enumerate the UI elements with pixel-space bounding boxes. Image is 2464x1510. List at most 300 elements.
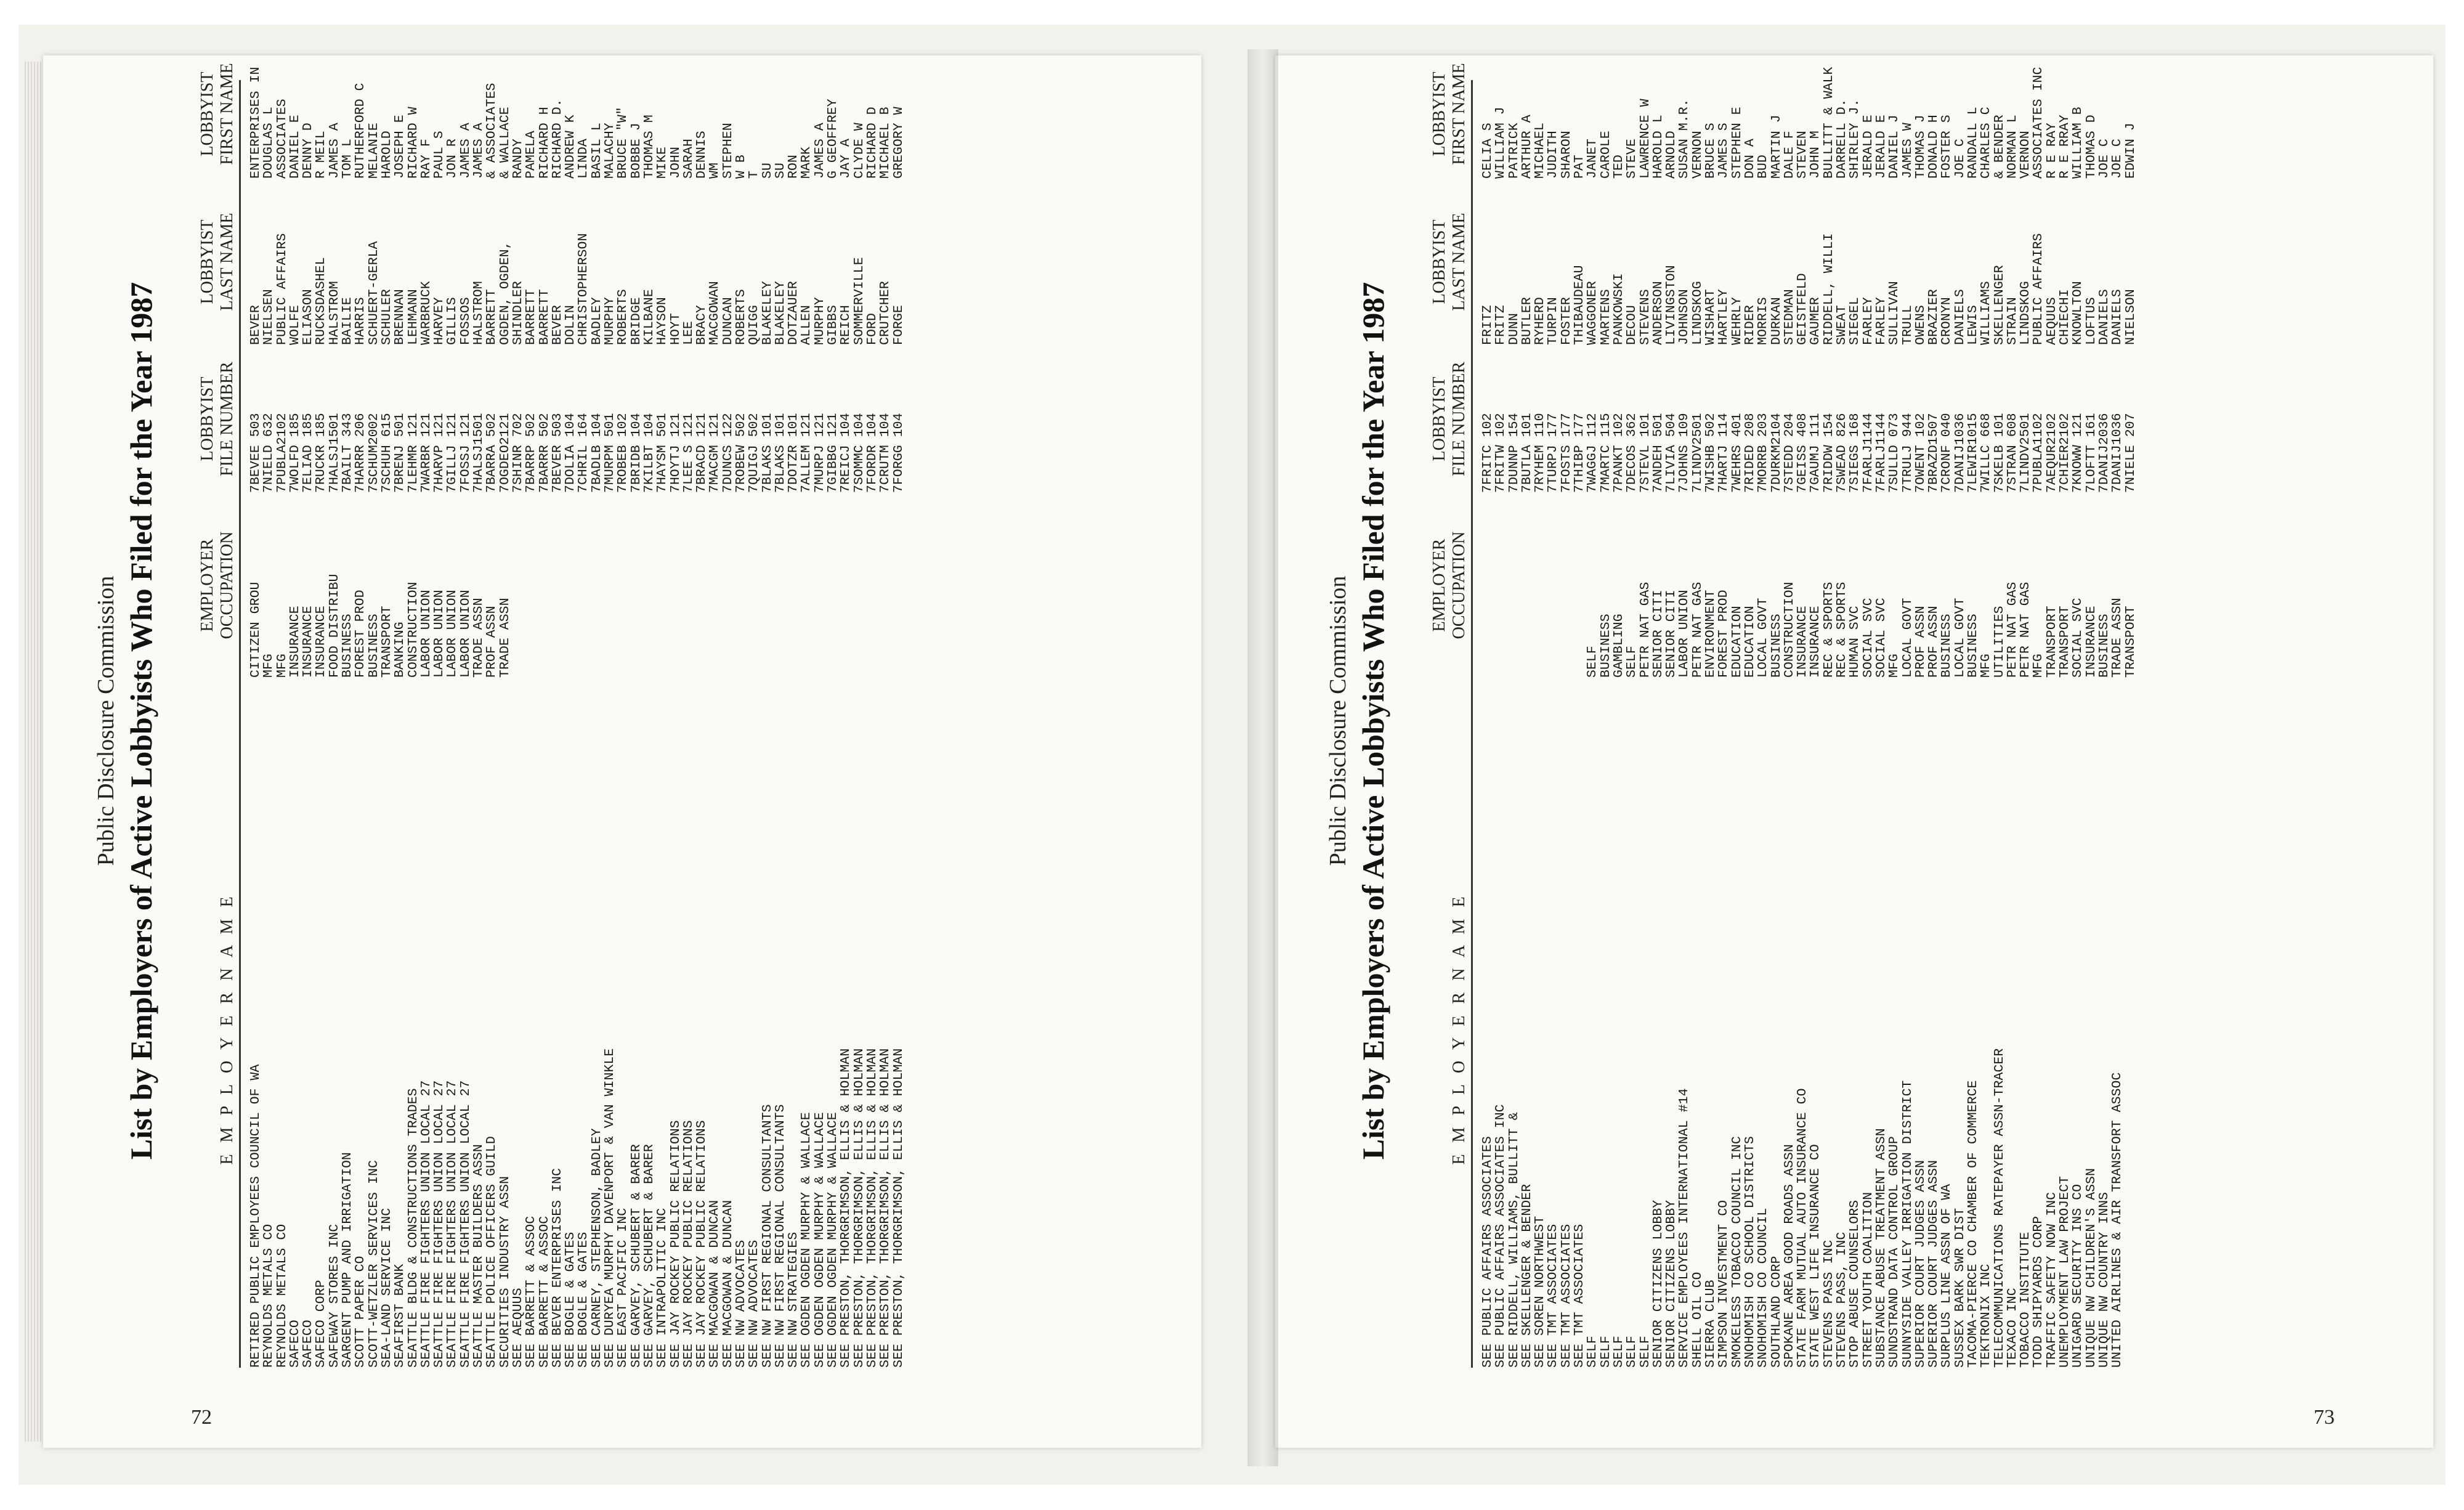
occupation-cell: PROF ASSN [1926, 606, 1942, 678]
file-number-cell: 7HARTJ 114 [1716, 413, 1732, 493]
first-name-cell: JOSEPH E [392, 115, 408, 179]
occupation-cell [577, 493, 590, 678]
occupation-cell: SELF [1624, 646, 1640, 678]
table-row [630, 49, 643, 1368]
employer-name-cell: SCOTT-WETZLER SERVICES INC [366, 1160, 381, 1368]
last-name-cell: HAYSON [655, 297, 670, 345]
file-number-cell: 7WAGGJ 112 [1585, 413, 1600, 493]
employer-name-cell: UNIGARD SECURITY INS CO [2070, 1183, 2086, 1368]
occupation-cell: UTILITIES [1992, 606, 2007, 678]
occupation-cell [787, 493, 800, 678]
first-name-cell: JOHN M [1808, 131, 1823, 179]
last-name-cell: PANKOWSKI [1611, 273, 1626, 345]
last-name-cell: REICH [838, 305, 854, 345]
last-name-cell: LIVINGSTON [1664, 265, 1679, 345]
first-name-cell: JERALD E [1873, 115, 1889, 179]
table-row [1888, 49, 1901, 1368]
last-name-cell: AEQUUS [2044, 297, 2059, 345]
file-number-cell: 7HALSJ1501 [326, 413, 342, 493]
table-row [1560, 49, 1573, 1368]
first-name-cell: TED [1611, 155, 1626, 179]
occupation-cell [551, 493, 564, 678]
last-name-cell: PUBLIC AFFAIRS [2031, 233, 2046, 345]
last-name-cell: DUNN [1506, 313, 1522, 345]
table-row [407, 49, 420, 1368]
employer-name-cell: SEE OGDEN OGDEN MURPHY & WALLACE [812, 1112, 827, 1368]
file-number-cell: 7NIELE 207 [2123, 413, 2138, 493]
occupation-cell [643, 493, 656, 678]
employer-name-cell: SECURITIES INDUSTRY ASSN [497, 1175, 513, 1368]
occupation-cell: PETR NAT GAS [2004, 582, 2020, 678]
employer-name-cell: RETIRED PUBLIC EMPLOYEES COUNCIL OF WA [248, 1064, 263, 1368]
occupation-cell: BUSINESS [1598, 614, 1613, 678]
occupation-cell: LOCAL GOVT [1900, 598, 1915, 678]
last-name-cell: RIDDELL, WILLI [1821, 233, 1836, 345]
occupation-cell: CITIZEN GROU [248, 582, 263, 678]
table-row [617, 49, 630, 1368]
table-row [1534, 49, 1547, 1368]
file-number-cell: 7RIDDW 154 [1821, 413, 1836, 493]
last-name-cell: BRAZIER [1926, 289, 1942, 345]
file-number-cell: 7PUBLA1102 [2031, 413, 2046, 493]
first-name-cell: R E RRAY [2057, 115, 2073, 179]
employer-name-cell: SEE TMT ASSOCIATES [1572, 1224, 1587, 1368]
table-row [787, 49, 800, 1368]
table-row [538, 49, 551, 1368]
file-number-cell: 7BEVER 503 [549, 413, 565, 493]
table-row [670, 49, 683, 1368]
occupation-cell: LABOR UNION [458, 590, 473, 678]
occupation-cell: TRADE ASSN [2110, 598, 2125, 678]
occupation-cell: PROF ASSN [484, 606, 500, 678]
first-name-cell: DALE F [1781, 131, 1797, 179]
table-row [1600, 49, 1613, 1368]
employer-name-cell: STATE WEST LIFE INSURANCE CO [1808, 1144, 1823, 1368]
occupation-cell: PETR NAT GAS [1690, 582, 1705, 678]
last-name-cell: SKELLENGER [1992, 265, 2007, 345]
employer-name-cell: SEATTLE POLICE OFFICERS GUILD [484, 1136, 500, 1368]
file-number-cell: 7LINDV2501 [2018, 413, 2033, 493]
employer-name-cell: SEE PRESTON, THORGRIMSON, ELLIS & HOLMAN [878, 1048, 893, 1368]
occupation-cell [656, 493, 669, 678]
occupation-cell [853, 493, 866, 678]
first-name-cell: SHARON [1558, 131, 1574, 179]
employer-name-cell: SEE OGDEN OGDEN MURPHY & WALLACE [799, 1112, 814, 1368]
table-row [722, 49, 735, 1368]
col-occupation: EMPLOYER OCCUPATION [1430, 531, 1469, 639]
employer-name-cell: SEE NW FIRST REGIONAL CONSULTANTS [760, 1104, 775, 1368]
occupation-cell: TRANSPORT [2057, 606, 2073, 678]
last-name-cell: BRIDGE [628, 297, 644, 345]
first-name-cell: JAMES W [1900, 123, 1915, 179]
file-number-cell: 7WARBR 121 [418, 413, 434, 493]
first-name-cell: THOMAS D [2083, 115, 2099, 179]
file-number-cell: 7GEISS 408 [1795, 413, 1810, 493]
first-name-cell: DANIEL E [287, 115, 302, 179]
first-name-cell: RICHARD D [864, 107, 880, 179]
last-name-cell: BARRETT [484, 289, 500, 345]
occupation-cell [1560, 493, 1573, 678]
occupation-cell [1494, 493, 1507, 678]
file-number-cell: 7BRENJ 501 [392, 413, 408, 493]
occupation-cell: MFG [1887, 654, 1902, 678]
employer-name-cell: SAFECO CORP [314, 1280, 329, 1368]
employer-name-cell: SEE JAY ROCKEY PUBLIC RELATIONS [681, 1120, 696, 1368]
table-row [591, 49, 604, 1368]
first-name-cell: SU [772, 163, 788, 179]
first-name-cell: LAWRENCE W [1637, 99, 1653, 179]
last-name-cell: BUTLER [1519, 297, 1534, 345]
last-name-cell: MORRIS [1756, 297, 1771, 345]
occupation-cell: PETR NAT GAS [1637, 582, 1653, 678]
first-name-cell: RANDY [510, 139, 525, 179]
first-name-cell: LINDA [576, 139, 591, 179]
first-name-cell: ARTHUR A [1519, 115, 1534, 179]
table-row [1875, 49, 1888, 1368]
table-row [893, 49, 906, 1368]
table-row [577, 49, 590, 1368]
occupation-cell: SELF [1585, 646, 1600, 678]
first-name-cell: RICHARD D. [549, 99, 565, 179]
employer-name-cell: SURPLUS LINE ASSN OF WA [1939, 1183, 1955, 1368]
table-row [1993, 49, 2006, 1368]
col-occupation: EMPLOYER OCCUPATION [198, 531, 237, 639]
first-name-cell: WM [707, 163, 723, 179]
last-name-cell: LOFTUS [2083, 297, 2099, 345]
occupation-cell: SOCIAL SVC [1873, 598, 1889, 678]
file-number-cell: 7GIBBG 121 [825, 413, 841, 493]
file-number-cell: 7CHIER2102 [2057, 413, 2073, 493]
column-headers-right [169, 0, 237, 678]
employer-name-cell [2125, 678, 2138, 1368]
employer-name-cell: SEE MACGOWAN & DUNCAN [720, 1199, 736, 1368]
first-name-cell: NORMAN L [2004, 115, 2020, 179]
occupation-cell: SOCIAL SVC [1860, 598, 1876, 678]
occupation-cell: HUMAN SVC [1847, 606, 1863, 678]
employer-name-cell: TELECOMMUNICATIONS RATEPAYER ASSN-TRACER [1992, 1048, 2007, 1368]
occupation-cell [512, 493, 525, 678]
employer-name-cell: SAFECO [301, 1320, 316, 1368]
first-name-cell: STEVE [1624, 139, 1640, 179]
table-row [551, 49, 564, 1368]
file-number-cell: 7HOYTJ 121 [668, 413, 683, 493]
first-name-cell: STEVEN [1795, 131, 1810, 179]
col-last-name: LOBBYIST LAST NAME [198, 213, 237, 311]
col-first-name: LOBBYIST FIRST NAME [198, 63, 237, 165]
table-row [1836, 49, 1849, 1368]
occupation-cell: INSURANCE [1795, 606, 1810, 678]
first-name-cell: FOSTER S [1939, 115, 1955, 179]
table-row [656, 49, 669, 1368]
first-name-cell: R MEIL [314, 131, 329, 179]
occupation-cell [525, 493, 538, 678]
occupation-cell: LABOR UNION [432, 590, 447, 678]
table-row [695, 49, 708, 1368]
occupation-cell: CONSTRUCTION [1781, 582, 1797, 678]
first-name-cell: PATRICK [1506, 123, 1522, 179]
table-row [2111, 49, 2124, 1368]
table-row [512, 49, 525, 1368]
employer-name-cell: SIMPSON INVESTMENT CO [1716, 1199, 1732, 1368]
employer-name-cell: SEE TMT ASSOCIATES [1558, 1224, 1574, 1368]
employer-name-cell: SEE OGDEN OGDEN MURPHY & WALLACE [825, 1112, 841, 1368]
last-name-cell: WEHRLY [1729, 297, 1745, 345]
last-name-cell: FOSSOS [458, 297, 473, 345]
file-number-cell: 7LIVIA 504 [1664, 413, 1679, 493]
file-number-cell: 7ANDEH 501 [1650, 413, 1666, 493]
last-name-cell: HALSTROM [471, 281, 487, 345]
first-name-cell: W B [733, 155, 748, 179]
table-row [827, 49, 840, 1368]
table-row [262, 49, 275, 1368]
first-name-cell: BRUCE S [1703, 123, 1719, 179]
file-number-cell: 7STEDD 204 [1781, 413, 1797, 493]
employer-name-cell: SEE TMT ASSOCIATES [1546, 1224, 1561, 1368]
employer-name-cell: SEE NW ADVOCATES [747, 1240, 762, 1368]
employer-name-cell: STEVENS PASS INC [1821, 1240, 1836, 1368]
employer-name-cell: SNOHOMISH CO SCHOOL DISTRICTS [1742, 1136, 1757, 1368]
occupation-cell [879, 493, 892, 678]
occupation-cell [1508, 493, 1521, 678]
last-name-cell: WARBRUCK [418, 281, 434, 345]
occupation-cell [564, 493, 577, 678]
occupation-cell [866, 493, 879, 678]
employer-name-cell: SERVICE EMPLOYEES INTERNATIONAL #14 [1677, 1088, 1692, 1368]
table-row [433, 49, 446, 1368]
table-row [1731, 49, 1744, 1368]
employer-name-cell: SEE INTRAPOLITIC INC [655, 1208, 670, 1368]
last-name-cell: LEHMANN [405, 289, 421, 345]
table-row [354, 49, 367, 1368]
table-row [1626, 49, 1639, 1368]
table-row [761, 49, 774, 1368]
first-name-cell: DENNY D [301, 123, 316, 179]
first-name-cell: CELIA S [1480, 123, 1495, 179]
occupation-cell [735, 493, 748, 678]
first-name-cell: RAY F [418, 139, 434, 179]
employer-name-cell: SCOTT PAPER CO [353, 1256, 368, 1368]
first-name-cell: DARRELL D. [1834, 99, 1850, 179]
employer-name-cell: SEE BEVER ENTERPRISES INC [549, 1168, 565, 1368]
table-row [1652, 49, 1665, 1368]
occupation-cell: INSURANCE [287, 606, 302, 678]
file-number-cell: 7MURPM 501 [602, 413, 618, 493]
occupation-cell [761, 493, 774, 678]
table-row [525, 49, 538, 1368]
table-row [1915, 49, 1927, 1368]
occupation-cell: FOOD DISTRIBU [326, 574, 342, 678]
first-name-cell: STEPHEN [720, 123, 736, 179]
last-name-cell: SCHUERT-GERLA [366, 241, 381, 345]
first-name-cell: RUTHERFORD C [353, 83, 368, 179]
last-name-cell: HALSTROM [326, 281, 342, 345]
first-name-cell: MALACHY [602, 123, 618, 179]
file-number-cell: 7REICJ 104 [838, 413, 854, 493]
first-name-cell: ARNOLD [1664, 131, 1679, 179]
org-title: Public Disclosure Commission [93, 575, 119, 866]
occupation-cell [617, 493, 630, 678]
table-row [1796, 49, 1809, 1368]
employer-name-cell: SUPERIOR COURT JUDGES ASSN [1926, 1160, 1942, 1368]
file-number-cell: 7MACGM 121 [707, 413, 723, 493]
first-name-cell: JOE C [2096, 139, 2112, 179]
table-row [800, 49, 813, 1368]
occupation-cell: INSURANCE [314, 606, 329, 678]
file-number-cell: 7STRAN 608 [2004, 413, 2020, 493]
file-number-cell: 7ROBEW 502 [733, 413, 748, 493]
first-name-cell: THOMAS J [1913, 115, 1928, 179]
last-name-cell: DECOU [1624, 305, 1640, 345]
file-number-cell: 7CRONF 040 [1939, 413, 1955, 493]
occupation-cell: BUSINESS [2096, 614, 2112, 678]
employer-name-cell: SEATTLE MASTER BUILDERS ASSN [471, 1144, 487, 1368]
table-row [708, 49, 721, 1368]
occupation-cell: LOCAL GOVT [1756, 598, 1771, 678]
employer-name-cell: UNIQUE NW COUNTRY INNS [2096, 1191, 2112, 1368]
file-number-cell: 7WISHB 502 [1703, 413, 1719, 493]
occupation-cell: MFG [2031, 654, 2046, 678]
file-number-cell: 7HARVP 121 [432, 413, 447, 493]
table-row [1744, 49, 1757, 1368]
last-name-cell: ROBERTS [733, 289, 748, 345]
employer-name-cell: STOP ABUSE COUNSELORS [1847, 1199, 1863, 1368]
last-name-cell: GIBBS [825, 305, 841, 345]
first-name-cell: & ASSOCIATES [484, 83, 500, 179]
table-row [2125, 49, 2138, 1368]
table-row [1717, 49, 1730, 1368]
employer-name-cell: TRAFFIC SAFETY NOW INC [2044, 1191, 2059, 1368]
file-number-cell: 7SIEGS 168 [1847, 413, 1863, 493]
table-row [420, 49, 433, 1368]
occupation-cell: LABOR UNION [418, 590, 434, 678]
last-name-cell: LEWIS [1965, 305, 1980, 345]
last-name-cell: TURPIN [1546, 297, 1561, 345]
first-name-cell: RANDALL L [1965, 107, 1980, 179]
occupation-cell: GAMBLING [1611, 614, 1626, 678]
employer-name-cell: SEATTLE FIRE FIGHTERS UNION LOCAL 27 [432, 1080, 447, 1368]
employer-name-cell: SIERRA CLUB [1703, 1280, 1719, 1368]
first-name-cell: ASSOCIATES INC [2031, 67, 2046, 179]
first-name-cell: SARAH [681, 139, 696, 179]
employer-name-cell: SEE PRESTON, THORGRIMSON, ELLIS & HOLMAN [851, 1048, 867, 1368]
last-name-cell: CHIECHI [2057, 289, 2073, 345]
first-name-cell: SHIRLEY J. [1847, 99, 1863, 179]
first-name-cell: RICHARD W [405, 107, 421, 179]
employer-name-cell: SOUTHLAND CORP [1769, 1256, 1784, 1368]
first-name-cell: DOUGLAS L [261, 107, 277, 179]
first-name-cell: JANET [1585, 139, 1600, 179]
employer-name-cell: STEVENS PASS, INC [1834, 1232, 1850, 1368]
file-number-cell: 7BRACD 121 [694, 413, 710, 493]
lobbyist-table [249, 49, 906, 1368]
org-title: Public Disclosure Commission [1325, 575, 1351, 866]
table-row [2032, 49, 2045, 1368]
first-name-cell: HAROLD L [1650, 115, 1666, 179]
table-row [879, 49, 892, 1368]
table-row [276, 49, 289, 1368]
file-number-cell: 7SHINR 702 [510, 413, 525, 493]
employer-name-cell: SEE AEQUUS [510, 1288, 525, 1368]
first-name-cell: SUSAN M.R. [1677, 99, 1692, 179]
file-number-cell: 7DOTZR 101 [786, 413, 801, 493]
file-number-cell: 7BARRA 502 [484, 413, 500, 493]
column-headers [1401, 690, 1469, 1368]
last-name-cell: ALLEN [799, 305, 814, 345]
employer-name-cell: SEE JAY ROCKEY PUBLIC RELATIONS [668, 1120, 683, 1368]
employer-name-cell: SEE JAY ROCKEY PUBLIC RELATIONS [694, 1120, 710, 1368]
first-name-cell: WILLIAM B [2070, 107, 2086, 179]
occupation-cell: TRADE ASSN [471, 598, 487, 678]
file-number-cell: 7SKELB 101 [1992, 413, 2007, 493]
last-name-cell: LINDSKOG [2018, 281, 2033, 345]
file-number-cell: 7ELIAD 185 [301, 413, 316, 493]
employer-name-cell: SEE GARVEY, SCHUBERT & BARER [641, 1144, 657, 1368]
first-name-cell: PAMELA [524, 131, 539, 179]
table-row [302, 49, 315, 1368]
occupation-cell [800, 493, 813, 678]
first-name-cell: HAROLD [379, 131, 394, 179]
file-number-cell: 7ALLEM 121 [799, 413, 814, 493]
occupation-cell: FOREST PROD [1716, 590, 1732, 678]
file-number-cell: 7GILLJ 121 [445, 413, 460, 493]
file-number-cell: 7RIDED 208 [1742, 413, 1757, 493]
last-name-cell: BAILIE [340, 297, 355, 345]
file-number-cell: 7BAILT 343 [340, 413, 355, 493]
first-name-cell: DONALD H [1926, 115, 1942, 179]
first-name-cell: JAMES A [458, 123, 473, 179]
employer-name-cell: SEE SOREN NORTHWEST [1533, 1216, 1548, 1368]
table-row [394, 49, 407, 1368]
file-number-cell: 7FRITW 102 [1493, 413, 1509, 493]
last-name-cell: TRULL [1900, 305, 1915, 345]
table-row [315, 49, 328, 1368]
right-page-content [1275, 55, 2433, 1386]
table-row [1494, 49, 1507, 1368]
employer-name-cell: SEE PUBLIC AFFAIRS ASSOCIATES INC [1493, 1104, 1509, 1368]
last-name-cell: ANDERSON [1650, 281, 1666, 345]
last-name-cell: BARRETT [537, 289, 552, 345]
employer-name-cell: SEATTLE FIRE FIGHTERS UNION LOCAL 27 [458, 1080, 473, 1368]
first-name-cell: JOHN [668, 147, 683, 179]
table-row [643, 49, 656, 1368]
last-name-cell: MURPHY [602, 297, 618, 345]
employer-name-cell: SNOHOMISH CO COUNCIL [1756, 1208, 1771, 1368]
employer-name-cell: SEATTLE BLDG & CONSTRUCTIONS TRADES [405, 1088, 421, 1368]
last-name-cell: BRENNAN [392, 289, 408, 345]
last-name-cell: PUBLIC AFFAIRS [274, 233, 290, 345]
last-name-cell: SULLIVAN [1887, 281, 1902, 345]
file-number-cell: 7OWENT 102 [1913, 413, 1928, 493]
file-number-cell: 7FRITC 102 [1480, 413, 1495, 493]
first-name-cell: CHARLES C [1979, 107, 1994, 179]
first-name-cell: DANIEL J [1887, 115, 1902, 179]
table-row [1508, 49, 1521, 1368]
last-name-cell: DOTZAUER [786, 281, 801, 345]
file-number-cell: 7SULLD 073 [1887, 413, 1902, 493]
first-name-cell: THOMAS M [641, 115, 657, 179]
employer-name-cell: SEE RIDDELL, WILLIAMS, BULLITT & [1506, 1112, 1522, 1368]
employer-name-cell: SEE BARRETT & ASSOC [524, 1216, 539, 1368]
first-name-cell: CAROLE [1598, 131, 1613, 179]
file-number-cell: 7DANIJ2036 [2096, 413, 2112, 493]
file-number-cell: 7FOSTS 177 [1558, 413, 1574, 493]
first-name-cell: MELANIE [366, 123, 381, 179]
last-name-cell: MARTENS [1598, 289, 1613, 345]
employer-name-cell: SPOKANE AREA GOOD ROADS ASSN [1781, 1144, 1797, 1368]
file-number-cell: 7SOMMC 104 [851, 413, 867, 493]
first-name-cell: GREGORY W [891, 107, 906, 179]
occupation-cell [774, 493, 787, 678]
